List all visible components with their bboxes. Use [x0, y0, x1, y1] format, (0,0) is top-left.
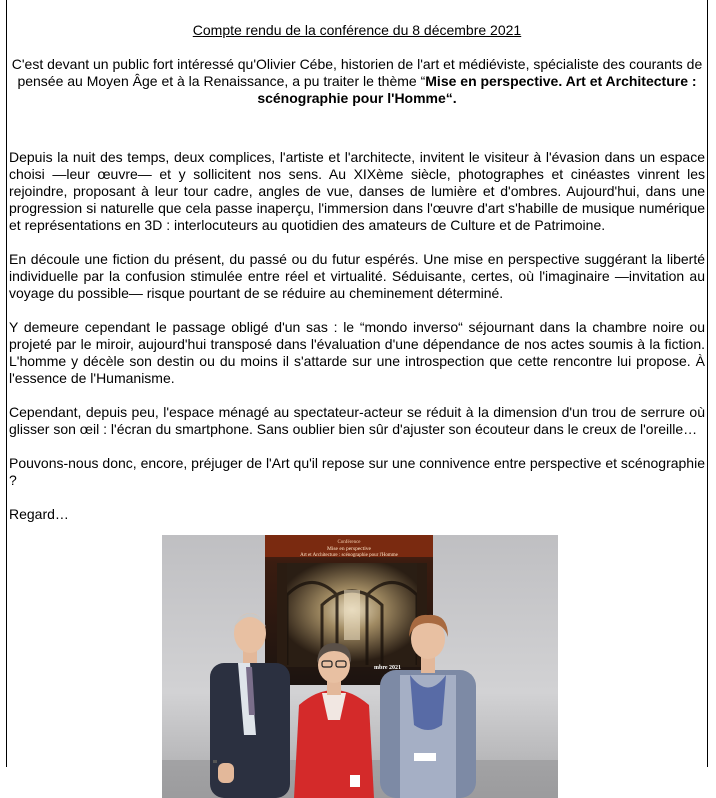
intro-paragraph: [9, 56, 705, 107]
screen-title-1: Mise en perspective: [327, 546, 371, 552]
paragraph-3: Y demeure cependant le passage obligé d'un sas : le “mondo inverso“ séjournant dans la chambre noire ou projeté par le miroir, aujourd'hui transposé dans l'évaluation d'une dépendance de nos actes soumis à la fiction. L'homme y décèle son destin ou du moins il s'attarde sur une introspection que cette rencontre lui propose. À l'essence de l'Humanisme.: [9, 319, 705, 386]
intro-text: C'est devant un public fort intéressé qu'Olivier Cébe, historien de l'art et médiéviste, spécialiste des courants de pensée au Moyen Âge et à la Renaissance, a pu traiter le thème “: [11, 56, 703, 89]
conference-photo: [162, 535, 558, 798]
photo-illustration: [162, 535, 558, 798]
paragraph-1: Depuis la nuit des temps, deux complices, l'artiste et l'architecte, invitent le visiteur à l'évasion dans un espace choisi —leur œuvre— et y sollicitent nos sens. Au XIXème siècle, photographes et cinéastes vinrent les rejoindre, proposant à leur tour cadre, angles de vue, danses de lumière et d'ombres. Aujourd'hui, dans une progression si naturelle que cela passe inaperçu, l'immersion dans l'œuvre d'art s'habille de musique numérique et représentations en 3D : interlocuteurs au quotidien des amateurs de Culture et de Patrimoine.: [9, 149, 705, 233]
intro-theme: Mise en perspective. Art et Architecture : scénographie pour l'Homme“.: [257, 73, 697, 106]
svg-text:Conférence: Conférence: [337, 540, 361, 545]
article-frame: [6, 0, 708, 767]
page-title: Compte rendu de la conférence du 8 décembre 2021: [192, 22, 522, 38]
paragraph-5: Pouvons-nous donc, encore, préjuger de l'Art qu'il repose sur une connivence entre perspective et scénographie ?: [9, 455, 705, 488]
screen-title-2: Art et Architecture : scénographie pour l'Homme: [300, 553, 398, 558]
paragraph-2: En découle une fiction du présent, du passé ou du futur espérés. Une mise en perspective suggérant la liberté individuelle par la confusion stimulée entre réel et virtualité. Séduisante, certes, où l'imaginaire —invitation au voyage du possible— risque pourtant de se réduire au cheminement déterminé.: [9, 251, 705, 301]
cropped-glyph: [213, 760, 217, 763]
screen-date: mbre 2021: [374, 665, 402, 671]
paragraph-4: Cependant, depuis peu, l'espace ménagé au spectateur-acteur se réduit à la dimension d'un trou de serrure où glisser son œil : l'écran du smartphone. Sans oublier bien sûr d'ajuster son écouteur dans le creux de l'oreille…: [9, 404, 705, 437]
closing-text: Regard…: [9, 506, 69, 522]
